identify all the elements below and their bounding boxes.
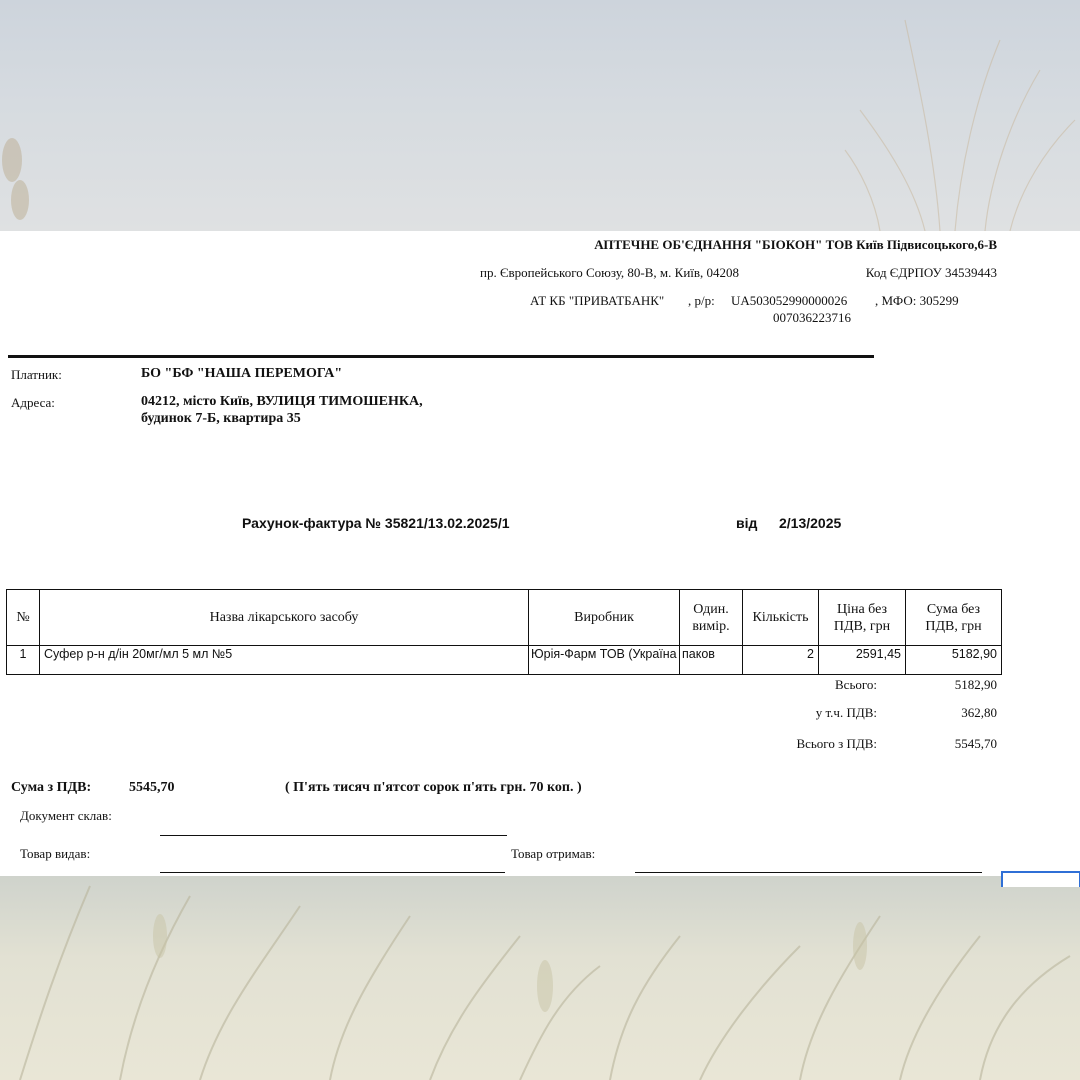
- composed-by-label: Документ склав:: [20, 808, 112, 823]
- total-vat-label: Всього з ПДВ:: [796, 736, 877, 751]
- payer-address-line1: 04212, місто Київ, ВУЛИЦЯ ТИМОШЕНКА,: [141, 394, 423, 409]
- column-header-price-line2: ПДВ, грн: [833, 618, 891, 634]
- column-header-price: [819, 590, 906, 646]
- seller-bank: АТ КБ "ПРИВАТБАНК": [530, 293, 665, 308]
- header-divider: [8, 355, 874, 358]
- column-header-num: №: [7, 590, 40, 646]
- payer-address-line2: будинок 7-Б, квартира 35: [141, 411, 301, 426]
- items-table: [6, 589, 1002, 675]
- cell-unit: паков: [680, 646, 743, 675]
- issued-by-signature-line: [160, 872, 505, 873]
- seller-edrpou: Код ЄДРПОУ 34539443: [865, 265, 997, 280]
- invoice-document: [0, 231, 1080, 876]
- seller-address: пр. Європейського Союзу, 80-В, м. Київ, 04208: [480, 265, 740, 280]
- column-header-unit-line2: вимір.: [692, 618, 730, 634]
- total-value: 5182,90: [954, 677, 997, 692]
- total-label: Всього:: [835, 677, 877, 692]
- received-by-signature-line: [635, 872, 982, 873]
- invoice-date-label: від: [736, 515, 758, 531]
- table-row: [7, 646, 1002, 675]
- received-by-label: Товар отримав:: [511, 846, 596, 861]
- sum-with-vat-label: Сума з ПДВ:: [11, 780, 92, 795]
- composed-by-signature-line: [160, 835, 507, 836]
- seller-account-line2: 007036223716: [773, 310, 851, 325]
- background-sky-photo: [0, 0, 1080, 231]
- cell-sum: 5182,90: [906, 646, 1002, 675]
- table-header-row: [7, 590, 1002, 646]
- column-header-sum-line2: ПДВ, грн: [925, 618, 982, 634]
- issued-by-label: Товар видав:: [20, 846, 91, 861]
- cell-name: Суфер р-н д/ін 20мг/мл 5 мл №5: [40, 646, 529, 675]
- column-header-qty: Кількість: [743, 590, 819, 646]
- seller-name: АПТЕЧНЕ ОБ'ЄДНАННЯ "БІОКОН" ТОВ Київ Підвисоцького,6-В: [594, 237, 997, 252]
- payer-label: Платник:: [11, 367, 62, 382]
- total-vat-value: 5545,70: [954, 736, 997, 751]
- column-header-unit: [680, 590, 743, 646]
- vat-value: 362,80: [961, 705, 997, 720]
- column-header-sum: [906, 590, 1002, 646]
- cell-maker: Юрія-Фарм ТОВ (Україна: [529, 646, 680, 675]
- seller-rr-label: , р/р:: [688, 293, 715, 308]
- sum-with-vat-value: 5545,70: [129, 780, 175, 795]
- sum-in-words: ( П'ять тисяч п'ятсот сорок п'ять грн. 70 коп. ): [285, 780, 582, 795]
- column-header-sum-line1: Сума без: [926, 601, 981, 617]
- payer-name: БО "БФ "НАША ПЕРЕМОГА": [141, 366, 343, 381]
- payer-address-label: Адреса:: [11, 395, 55, 410]
- column-header-maker: Виробник: [529, 590, 680, 646]
- invoice-title: Рахунок-фактура № 35821/13.02.2025/1: [242, 515, 510, 531]
- column-header-price-line1: Ціна без: [836, 601, 888, 617]
- column-header-unit-line1: Один.: [693, 601, 729, 617]
- cell-num: 1: [7, 646, 40, 675]
- vat-label: у т.ч. ПДВ:: [815, 705, 877, 720]
- seller-mfo: , МФО: 305299: [875, 293, 959, 308]
- column-header-name: Назва лікарського засобу: [40, 590, 529, 646]
- seller-account-line1: UA503052990000026: [731, 293, 848, 308]
- background-field-photo: [0, 876, 1080, 1080]
- cell-price: 2591,45: [819, 646, 906, 675]
- cell-qty: 2: [743, 646, 819, 675]
- selection-box[interactable]: [1001, 871, 1080, 887]
- invoice-date: 2/13/2025: [779, 515, 842, 531]
